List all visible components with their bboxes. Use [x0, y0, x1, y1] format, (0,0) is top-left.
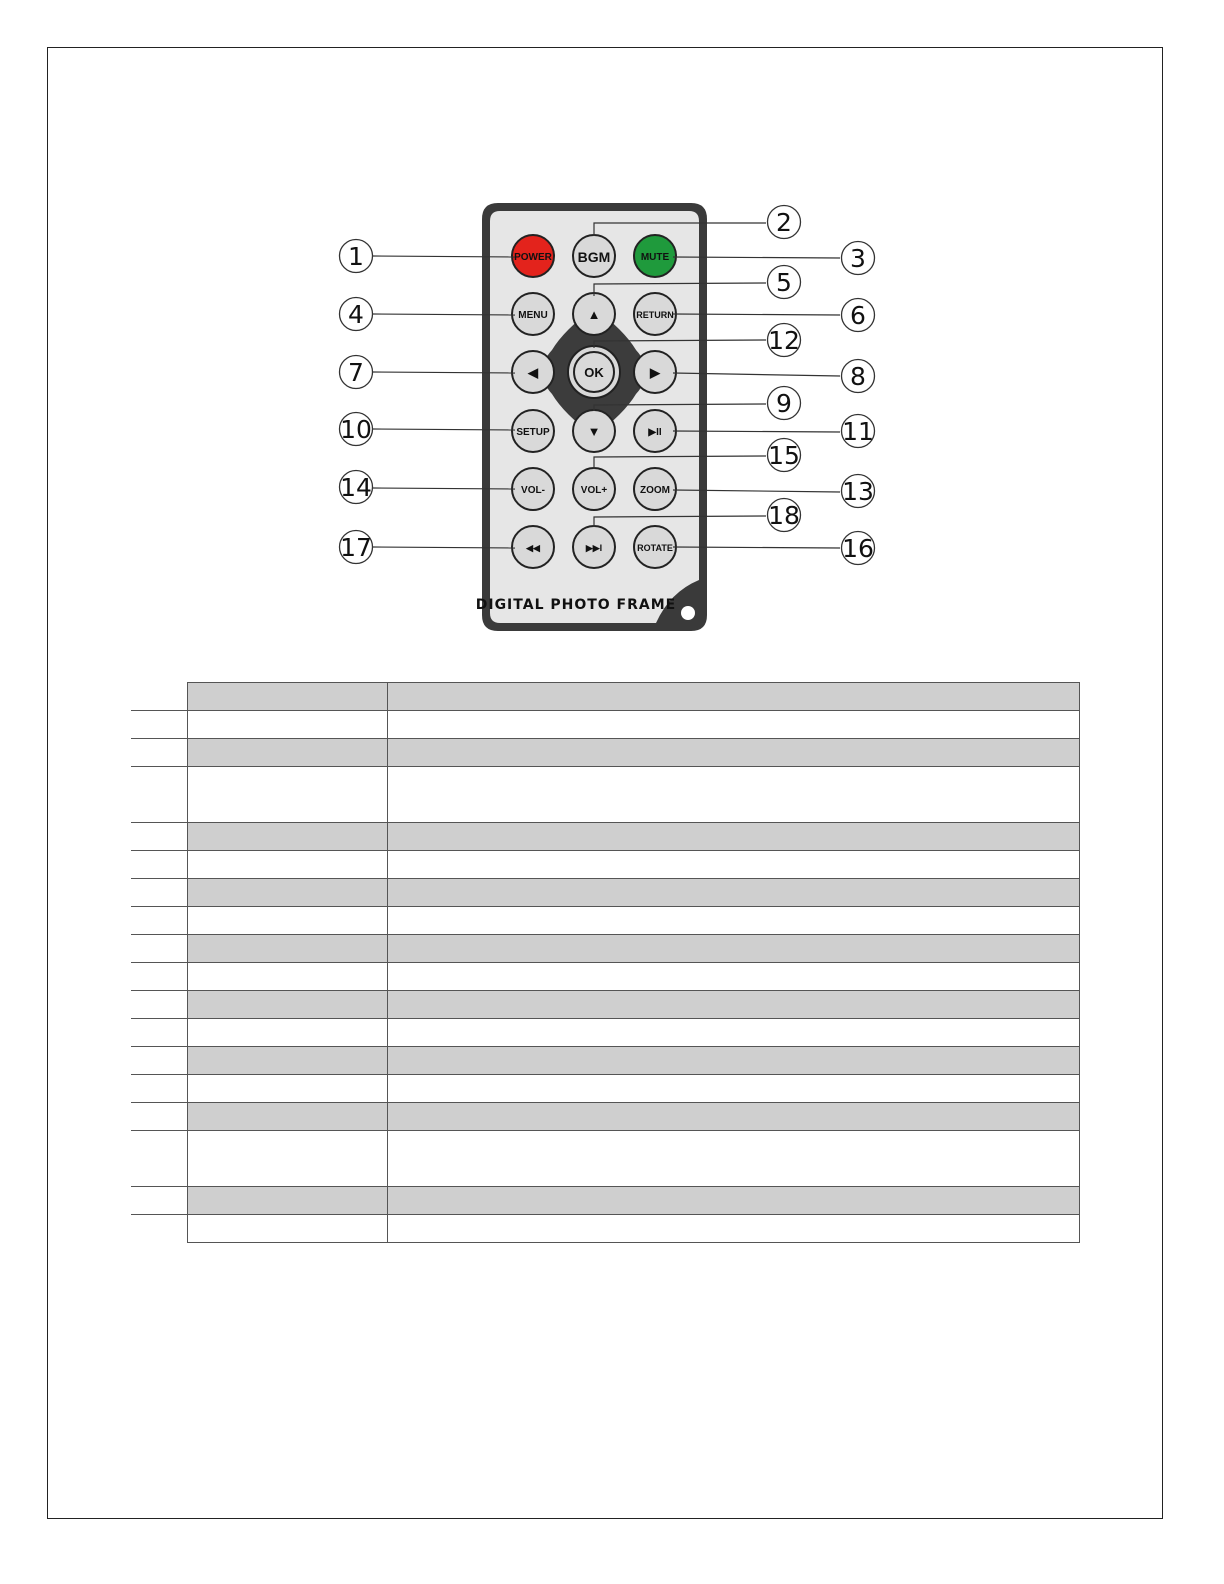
table-cell-key: [187, 851, 387, 879]
svg-text:14: 14: [340, 473, 372, 502]
callout-13: [842, 475, 875, 508]
table-row: [131, 1019, 1080, 1047]
remote-control-diagram: [0, 0, 1224, 660]
table-row: [131, 711, 1080, 739]
callout-16: [842, 532, 875, 565]
vol-minus-button[interactable]: [512, 468, 554, 510]
table-cell-key: [187, 711, 387, 739]
svg-text:11: 11: [842, 417, 874, 446]
svg-text:1: 1: [348, 242, 364, 271]
svg-text:▶: ▶: [650, 365, 660, 380]
svg-text:2: 2: [776, 208, 792, 237]
svg-text:◀: ◀: [528, 365, 538, 380]
svg-text:5: 5: [776, 268, 792, 297]
table-cell-num: [131, 879, 187, 907]
table-cell-key: [187, 1131, 387, 1187]
svg-text:POWER: POWER: [514, 252, 552, 263]
svg-text:4: 4: [348, 300, 364, 329]
table-cell-key: [187, 907, 387, 935]
table-cell-key: [187, 935, 387, 963]
svg-text:VOL+: VOL+: [580, 485, 608, 496]
callout-3: [842, 242, 875, 275]
table-row: [131, 879, 1080, 907]
table-cell-func: [387, 823, 1080, 851]
svg-text:16: 16: [842, 534, 874, 563]
svg-text:BGM: BGM: [577, 249, 611, 265]
table-row: [131, 963, 1080, 991]
play-pause-button[interactable]: [634, 410, 676, 452]
svg-text:13: 13: [842, 477, 874, 506]
skip-button[interactable]: [573, 526, 615, 568]
table-row: [131, 907, 1080, 935]
up-button[interactable]: [573, 293, 615, 335]
svg-text:8: 8: [850, 362, 866, 391]
table-cell-func: [387, 1047, 1080, 1075]
callout-4: [340, 298, 373, 331]
table-cell-func: [387, 963, 1080, 991]
return-button[interactable]: [634, 293, 676, 335]
table-cell-key: [187, 1215, 387, 1243]
callout-8: [842, 360, 875, 393]
table-row: [131, 739, 1080, 767]
table-cell-num: [131, 963, 187, 991]
svg-text:RETURN: RETURN: [636, 310, 674, 320]
setup-button[interactable]: [512, 410, 554, 452]
table-row: [131, 1187, 1080, 1215]
table-row: [131, 1131, 1080, 1187]
table-cell-key: [187, 739, 387, 767]
table-row: [131, 851, 1080, 879]
table-cell-func: [387, 1215, 1080, 1243]
svg-text:12: 12: [768, 326, 800, 355]
table-cell-func: [387, 851, 1080, 879]
svg-text:▲: ▲: [587, 307, 601, 322]
table-cell-num: [131, 935, 187, 963]
callout-11: [842, 415, 875, 448]
svg-text:9: 9: [776, 389, 792, 418]
table-cell-num: [131, 1075, 187, 1103]
table-cell-num: [131, 1019, 187, 1047]
svg-text:ROTATE: ROTATE: [637, 543, 673, 553]
table-cell-func: [387, 739, 1080, 767]
svg-text:VOL-: VOL-: [521, 485, 545, 496]
callout-14: [340, 471, 373, 504]
table-cell-func: [387, 991, 1080, 1019]
svg-text:▼: ▼: [587, 424, 601, 439]
power-button[interactable]: [512, 235, 554, 277]
table-cell-num: [131, 851, 187, 879]
table-cell-num: [131, 739, 187, 767]
table-cell-func: [387, 767, 1080, 823]
left-button[interactable]: [512, 351, 554, 393]
table-cell-key: [187, 1103, 387, 1131]
table-cell-num: [131, 711, 187, 739]
svg-text:15: 15: [768, 441, 800, 470]
table-cell-num: [131, 683, 187, 711]
table-cell-key: [187, 963, 387, 991]
table-row: [131, 935, 1080, 963]
table-row: [131, 1215, 1080, 1243]
table-cell-num: [131, 1047, 187, 1075]
bgm-button[interactable]: [573, 235, 615, 277]
ir-window: [681, 606, 695, 620]
svg-text:3: 3: [850, 244, 866, 273]
table-cell-func: [387, 683, 1080, 711]
down-button[interactable]: [573, 410, 615, 452]
table-cell-num: [131, 1215, 187, 1243]
svg-text:18: 18: [768, 501, 800, 530]
table-cell-func: [387, 907, 1080, 935]
svg-text:6: 6: [850, 301, 866, 330]
svg-text:MUTE: MUTE: [640, 252, 670, 263]
table-cell-num: [131, 991, 187, 1019]
callout-10: [340, 413, 373, 446]
table-cell-num: [131, 1187, 187, 1215]
callout-1: [340, 240, 373, 273]
callout-18: [768, 499, 801, 532]
svg-text:◀◀: ◀◀: [526, 543, 540, 553]
table-cell-key: [187, 1047, 387, 1075]
table-cell-func: [387, 711, 1080, 739]
table-cell-num: [131, 823, 187, 851]
table-cell-num: [131, 1131, 187, 1187]
table-cell-key: [187, 991, 387, 1019]
zoom-button[interactable]: [634, 468, 676, 510]
callout-15: [768, 439, 801, 472]
brand-label: DIGITAL PHOTO FRAME: [475, 597, 677, 613]
svg-text:17: 17: [340, 533, 372, 562]
table-cell-func: [387, 1019, 1080, 1047]
table-cell-func: [387, 935, 1080, 963]
mute-button[interactable]: [634, 235, 676, 277]
svg-text:▶▶I: ▶▶I: [585, 543, 603, 553]
table-cell-key: [187, 1075, 387, 1103]
table-cell-key: [187, 879, 387, 907]
ok-button[interactable]: [568, 346, 620, 398]
callout-9: [768, 387, 801, 420]
vol-plus-button[interactable]: [573, 468, 615, 510]
svg-text:7: 7: [348, 358, 364, 387]
svg-text:▶II: ▶II: [648, 427, 662, 438]
menu-button[interactable]: [512, 293, 554, 335]
callout-2: [768, 206, 801, 239]
callout-6: [842, 299, 875, 332]
table-row: [131, 823, 1080, 851]
table-row: [131, 683, 1080, 711]
table-row: [131, 991, 1080, 1019]
table-body: [131, 683, 1080, 1243]
svg-text:OK: OK: [584, 365, 604, 380]
rewind-button[interactable]: [512, 526, 554, 568]
table-cell-func: [387, 1075, 1080, 1103]
table-cell-key: [187, 1019, 387, 1047]
table-cell-key: [187, 823, 387, 851]
table-cell-num: [131, 1103, 187, 1131]
callout-5: [768, 266, 801, 299]
table-row: [131, 1075, 1080, 1103]
callout-7: [340, 356, 373, 389]
table-row: [131, 1103, 1080, 1131]
callout-12: [768, 324, 801, 357]
svg-text:10: 10: [340, 415, 372, 444]
table-cell-func: [387, 1131, 1080, 1187]
table-cell-func: [387, 1103, 1080, 1131]
table-cell-func: [387, 1187, 1080, 1215]
table-cell-num: [131, 907, 187, 935]
table-cell-num: [131, 767, 187, 823]
button-function-table: [131, 682, 1080, 1243]
svg-text:ZOOM: ZOOM: [640, 485, 670, 496]
svg-text:SETUP: SETUP: [516, 427, 550, 438]
right-button[interactable]: [634, 351, 676, 393]
table-row: [131, 1047, 1080, 1075]
table-cell-key: [187, 683, 387, 711]
rotate-button[interactable]: [634, 526, 676, 568]
svg-text:MENU: MENU: [518, 310, 548, 321]
table-row: [131, 767, 1080, 823]
table-cell-key: [187, 767, 387, 823]
table-cell-func: [387, 879, 1080, 907]
table-cell-key: [187, 1187, 387, 1215]
callout-17: [340, 531, 373, 564]
